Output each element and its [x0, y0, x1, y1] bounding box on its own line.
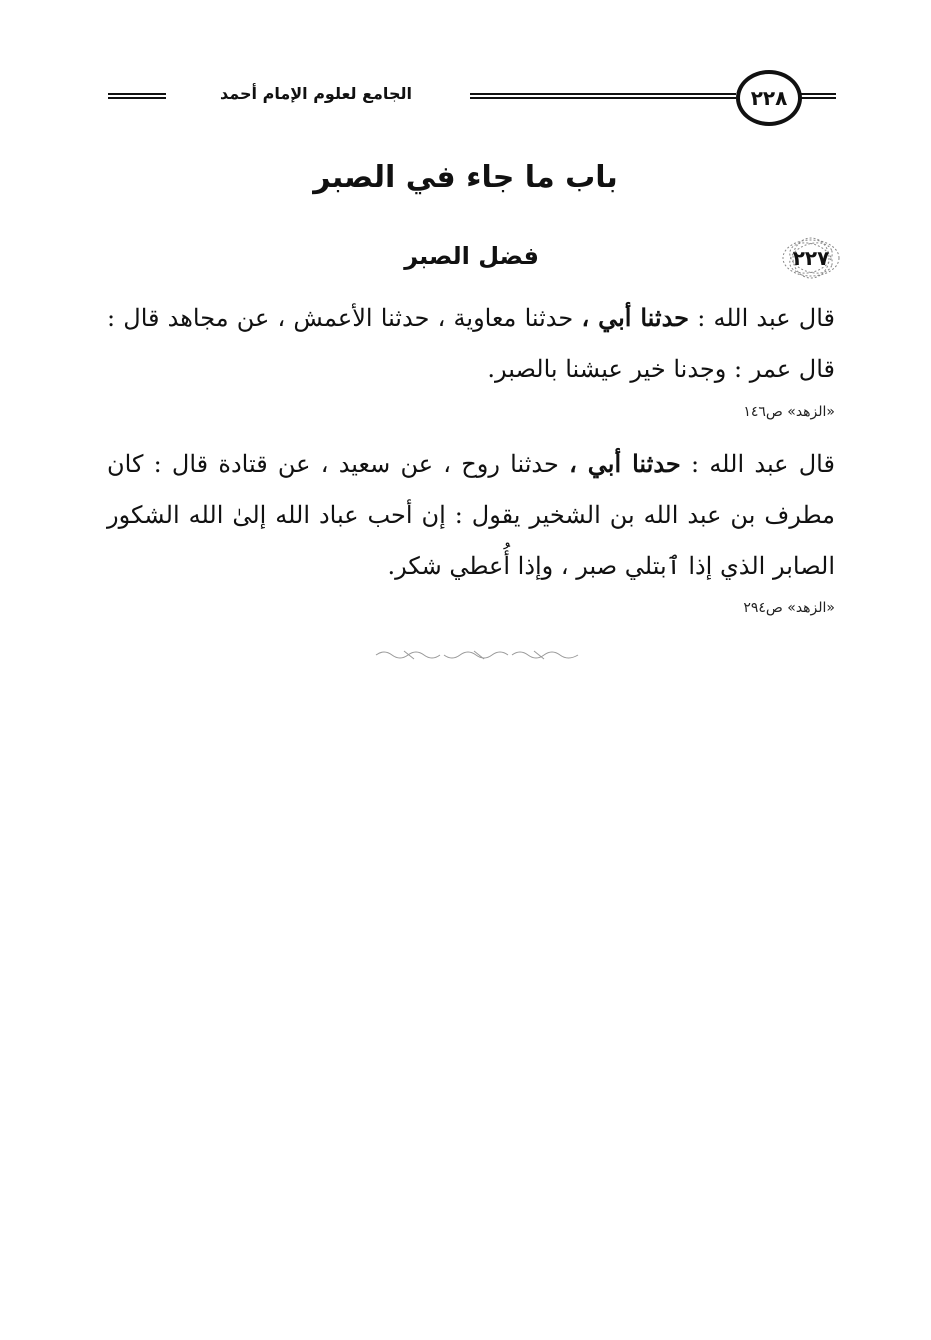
page-number: ٢٢٨ [750, 86, 788, 110]
running-title: الجامع لعلوم الإمام أحمد [220, 84, 412, 103]
entry-lead: قال عبد الله : [691, 450, 835, 478]
entry-text: حدثنا روح ، عن سعيد ، عن قتادة قال : كان مطرف بن عبد الله بن الشخير يقول : إن أحب عباد الله إلىٰ الله الشكور الصابر الذي إذا ٱبتلي صبر ، وإذا أُعطي شكر. [107, 450, 835, 580]
entry-paragraph [107, 292, 835, 395]
section-number-badge [779, 236, 843, 280]
end-ornament-icon [374, 648, 580, 662]
entry-bold-phrase: حدثنا أبي ، [569, 449, 681, 478]
entry-paragraph [107, 438, 835, 592]
page-number-badge [736, 70, 802, 126]
entry-bold-phrase: حدثنا أبي ، [581, 303, 690, 332]
header-rule-right [800, 93, 836, 99]
section-title: فضل الصبر [404, 242, 539, 270]
header-rule-middle [470, 93, 736, 99]
entry-source: «الزهد» ص١٤٦ [743, 404, 835, 420]
header-rule-left [108, 93, 166, 99]
entry-text: حدثنا معاوية ، حدثنا الأعمش ، عن مجاهد قال : قال عمر : وجدنا خير عيشنا بالصبر. [107, 304, 835, 383]
running-header [108, 70, 836, 128]
entry-source: «الزهد» ص٢٩٤ [743, 600, 835, 616]
entry-lead: قال عبد الله : [697, 304, 835, 332]
section-number: ٢٢٧ [792, 246, 830, 270]
chapter-title: باب ما جاء في الصبر [313, 160, 618, 195]
